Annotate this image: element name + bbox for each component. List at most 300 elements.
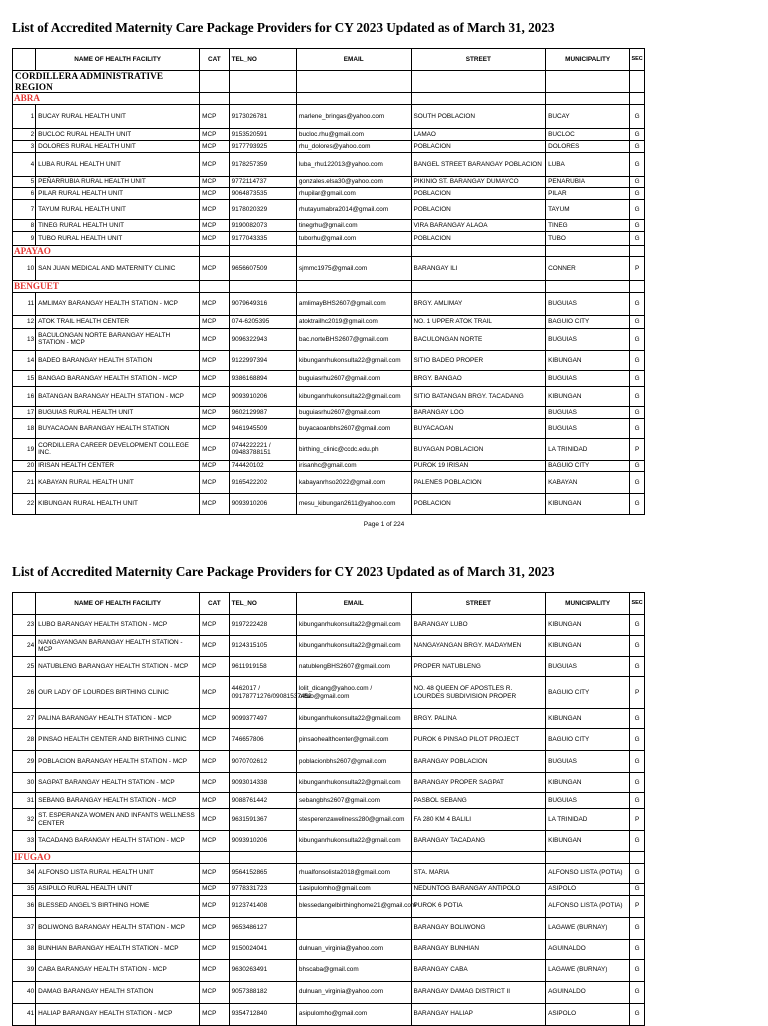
row-number: 21 [13, 471, 36, 493]
table-row [13, 460, 645, 471]
empty-cell [546, 281, 630, 293]
column-header-email: EMAIL [296, 593, 411, 615]
municipality: BUGUIAS [546, 328, 630, 350]
row-number: 29 [13, 751, 36, 773]
row-number: 28 [13, 729, 36, 751]
street-address: BANGEL STREET BARANGAY POBLACION [411, 152, 546, 176]
category: MCP [200, 917, 229, 939]
column-header-email: EMAIL [296, 49, 411, 71]
municipality: TAYUM [546, 199, 630, 219]
telephone-number: 9064873535 [229, 187, 296, 199]
category: MCP [200, 140, 229, 152]
table-row [13, 493, 645, 514]
sector: G [630, 350, 645, 370]
sector: G [630, 140, 645, 152]
category: MCP [200, 883, 229, 895]
column-header-name: NAME OF HEALTH FACILITY [36, 49, 200, 71]
province-header-row [13, 281, 645, 293]
telephone-number: 9178257359 [229, 152, 296, 176]
sector: G [630, 231, 645, 245]
telephone-number: 9070702612 [229, 751, 296, 773]
municipality: BUCLOC [546, 128, 630, 140]
column-header-tel: TEL_NO [229, 49, 296, 71]
street-address: SOUTH POBLACION [411, 104, 546, 128]
email-address: rhupilar@gmail.com [296, 187, 411, 199]
telephone-number: 9124315105 [229, 636, 296, 657]
row-number: 38 [13, 939, 36, 959]
street-address: NO. 1 UPPER ATOK TRAIL [411, 315, 546, 328]
category: MCP [200, 315, 229, 328]
sector: G [630, 917, 645, 939]
row-number: 19 [13, 438, 36, 460]
row-number: 6 [13, 187, 36, 199]
sector: G [630, 386, 645, 406]
street-address: LAMAO [411, 128, 546, 140]
email-address: kibunganrhukonsulta22@gmail.com [296, 709, 411, 729]
category: MCP [200, 493, 229, 514]
municipality: KIBUNGAN [546, 636, 630, 657]
table-row [13, 370, 645, 386]
municipality: BUGUIAS [546, 418, 630, 438]
municipality: BAGUIO CITY [546, 729, 630, 751]
street-address: BARANGAY PROPER SAGPAT [411, 773, 546, 793]
column-header-sec: SEC [630, 593, 645, 615]
facility-name: IRISAN HEALTH CENTER [36, 460, 200, 471]
table-row [13, 328, 645, 350]
facility-name: POBLACION BARANGAY HEALTH STATION - MCP [36, 751, 200, 773]
category: MCP [200, 128, 229, 140]
table-row [13, 959, 645, 981]
telephone-number: 9386168894 [229, 370, 296, 386]
row-number: 14 [13, 350, 36, 370]
table-row [13, 471, 645, 493]
facility-name: SAN JUAN MEDICAL AND MATERNITY CLINIC [36, 257, 200, 281]
facility-name: BLESSED ANGEL'S BIRTHING HOME [36, 895, 200, 917]
category: MCP [200, 152, 229, 176]
table-row [13, 152, 645, 176]
email-address: dulnuan_virginia@yahoo.com [296, 981, 411, 1003]
municipality: ALFONSO LISTA (POTIA) [546, 863, 630, 883]
category: MCP [200, 636, 229, 657]
empty-cell [200, 93, 229, 105]
municipality: KIBUNGAN [546, 493, 630, 514]
category: MCP [200, 471, 229, 493]
facility-name: SAGPAT BARANGAY HEALTH STATION - MCP [36, 773, 200, 793]
street-address: POBLACION [411, 140, 546, 152]
sector: G [630, 199, 645, 219]
email-address: tuborhu@gmail.com [296, 231, 411, 245]
table-row [13, 176, 645, 187]
facility-name: BUYACAOAN BARANGAY HEALTH STATION [36, 418, 200, 438]
municipality: CONNER [546, 257, 630, 281]
telephone-number: 9772114737 [229, 176, 296, 187]
table-row [13, 883, 645, 895]
category: MCP [200, 176, 229, 187]
page-title: List of Accredited Maternity Care Package Providers for CY 2023 Updated as of March 31, 2023 [12, 20, 555, 35]
table-header-row [13, 49, 645, 71]
region-header-row [13, 71, 645, 93]
email-address: mesu_kibungan2611@yahoo.com [296, 493, 411, 514]
email-address: lolit_dicang@yahoo.com / ollbio@gmail.com [296, 677, 411, 709]
category: MCP [200, 386, 229, 406]
municipality: BUGUIAS [546, 657, 630, 677]
street-address: PUROK 6 POTIA [411, 895, 546, 917]
table-row [13, 231, 645, 245]
email-address: sebangbhs2607@gmail.com [296, 793, 411, 809]
email-address: kibunganrhukonsulta22@gmail.com [296, 636, 411, 657]
row-number: 35 [13, 883, 36, 895]
telephone-number: 9165422202 [229, 471, 296, 493]
municipality: LA TRINIDAD [546, 438, 630, 460]
municipality: LA TRINIDAD [546, 809, 630, 831]
empty-cell [546, 852, 630, 864]
municipality: KIBUNGAN [546, 773, 630, 793]
table-row [13, 128, 645, 140]
sector: G [630, 773, 645, 793]
row-number: 24 [13, 636, 36, 657]
table-header-row [13, 593, 645, 615]
province-name: IFUGAO [13, 852, 200, 864]
street-address: BARANGAY LUBO [411, 615, 546, 636]
facility-name: PILAR RURAL HEALTH UNIT [36, 187, 200, 199]
sector: G [630, 219, 645, 231]
email-address: buguiasrhu2607@gmail.com [296, 406, 411, 418]
municipality: AGUINALDO [546, 939, 630, 959]
table-row [13, 709, 645, 729]
email-address: luba_rhu122013@yahoo.com [296, 152, 411, 176]
category: MCP [200, 981, 229, 1003]
empty-cell [229, 245, 296, 257]
region-name: CORDILLERA ADMINISTRATIVE REGION [13, 71, 200, 93]
table-row [13, 418, 645, 438]
category: MCP [200, 677, 229, 709]
table-row [13, 981, 645, 1003]
municipality: LUBA [546, 152, 630, 176]
email-address: natublengBHS2607@gmail.com [296, 657, 411, 677]
sector: G [630, 793, 645, 809]
row-number: 27 [13, 709, 36, 729]
facility-name: KABAYAN RURAL HEALTH UNIT [36, 471, 200, 493]
municipality: BAGUIO CITY [546, 460, 630, 471]
municipality: PILAR [546, 187, 630, 199]
telephone-number: 9778331723 [229, 883, 296, 895]
table-row [13, 140, 645, 152]
street-address: PUROK 6 PINSAO PILOT PROJECT [411, 729, 546, 751]
sector: G [630, 493, 645, 514]
table-row [13, 350, 645, 370]
category: MCP [200, 709, 229, 729]
email-address: buguiasrhu2607@gmail.com [296, 370, 411, 386]
category: MCP [200, 418, 229, 438]
telephone-number: 9354712840 [229, 1003, 296, 1025]
facility-name: SEBANG BARANGAY HEALTH STATION - MCP [36, 793, 200, 809]
row-number: 20 [13, 460, 36, 471]
providers-table [12, 48, 645, 515]
row-number: 2 [13, 128, 36, 140]
telephone-number: 744420102 [229, 460, 296, 471]
category: MCP [200, 863, 229, 883]
municipality: BUGUIAS [546, 292, 630, 315]
table-row [13, 793, 645, 809]
street-address: BARANGAY CABA [411, 959, 546, 981]
row-number: 30 [13, 773, 36, 793]
row-number: 10 [13, 257, 36, 281]
category: MCP [200, 809, 229, 831]
email-address: atoktrailhc2019@gmail.com [296, 315, 411, 328]
table-row [13, 636, 645, 657]
municipality: BUGUIAS [546, 793, 630, 809]
telephone-number: 9611919158 [229, 657, 296, 677]
table-row [13, 1003, 645, 1025]
municipality: TUBO [546, 231, 630, 245]
sector: G [630, 370, 645, 386]
table-row [13, 292, 645, 315]
row-number: 13 [13, 328, 36, 350]
empty-cell [229, 93, 296, 105]
empty-cell [630, 852, 645, 864]
email-address: dulnuan_virginia@yahoo.com [296, 939, 411, 959]
category: MCP [200, 104, 229, 128]
empty-cell [296, 93, 411, 105]
empty-cell [411, 93, 546, 105]
municipality: KIBUNGAN [546, 386, 630, 406]
table-row [13, 895, 645, 917]
sector: G [630, 863, 645, 883]
row-number: 36 [13, 895, 36, 917]
telephone-number: 9093014338 [229, 773, 296, 793]
table-row [13, 406, 645, 418]
row-number: 8 [13, 219, 36, 231]
facility-name: TINEG RURAL HEALTH UNIT [36, 219, 200, 231]
facility-name: OUR LADY OF LOURDES BIRTHING CLINIC [36, 677, 200, 709]
email-address: rhu_dolores@yahoo.com [296, 140, 411, 152]
street-address: POBLACION [411, 231, 546, 245]
street-address: BARANGAY DAMAG DISTRICT II [411, 981, 546, 1003]
municipality: DOLORES [546, 140, 630, 152]
empty-cell [296, 281, 411, 293]
street-address: NANGAYANGAN BRGY. MADAYMEN [411, 636, 546, 657]
column-header-street: STREET [411, 593, 546, 615]
telephone-number: 4462017 / 09178771276/09081537452 [229, 677, 296, 709]
row-number: 18 [13, 418, 36, 438]
table-row [13, 438, 645, 460]
telephone-number: 9123741408 [229, 895, 296, 917]
category: MCP [200, 959, 229, 981]
email-address: amlimayBHS2607@gmail.com [296, 292, 411, 315]
column-header-number [13, 593, 36, 615]
street-address: BRGY. AMLIMAY [411, 292, 546, 315]
municipality: BAGUIO CITY [546, 315, 630, 328]
facility-name: BOLIWONG BARANGAY HEALTH STATION - MCP [36, 917, 200, 939]
empty-cell [546, 245, 630, 257]
sector: G [630, 615, 645, 636]
column-header-municipality: MUNICIPALITY [546, 49, 630, 71]
sector: P [630, 257, 645, 281]
empty-cell [229, 71, 296, 93]
empty-cell [411, 71, 546, 93]
telephone-number: 9079649316 [229, 292, 296, 315]
telephone-number: 9602129987 [229, 406, 296, 418]
street-address: VIRA BARANGAY ALAOA [411, 219, 546, 231]
sector: G [630, 831, 645, 852]
telephone-number: 9122997394 [229, 350, 296, 370]
empty-cell [200, 852, 229, 864]
empty-cell [630, 281, 645, 293]
telephone-number: 9099377497 [229, 709, 296, 729]
telephone-number: 074-6205395 [229, 315, 296, 328]
empty-cell [229, 281, 296, 293]
telephone-number: 9656607509 [229, 257, 296, 281]
street-address: BARANGAY TACADANG [411, 831, 546, 852]
email-address: gonzales.elsa30@yahoo.com [296, 176, 411, 187]
table-row [13, 917, 645, 939]
empty-cell [630, 71, 645, 93]
sector: G [630, 729, 645, 751]
row-number: 41 [13, 1003, 36, 1025]
email-address: tinegrhu@gmail.com [296, 219, 411, 231]
street-address: BARANGAY POBLACION [411, 751, 546, 773]
telephone-number: 9197222428 [229, 615, 296, 636]
street-address: NO. 48 QUEEN OF APOSTLES R. LOURDES SUBDIVISION PROPER [411, 677, 546, 709]
row-number: 25 [13, 657, 36, 677]
category: MCP [200, 1003, 229, 1025]
municipality: LAGAWE (BURNAY) [546, 917, 630, 939]
table-row [13, 729, 645, 751]
empty-cell [296, 71, 411, 93]
table-row [13, 386, 645, 406]
street-address: POBLACION [411, 493, 546, 514]
table-body [13, 615, 645, 1026]
row-number: 5 [13, 176, 36, 187]
facility-name: ST. ESPERANZA WOMEN AND INFANTS WELLNESS CENTER [36, 809, 200, 831]
sector: G [630, 176, 645, 187]
email-address: asipulomho@gmail.com [296, 1003, 411, 1025]
street-address: FA 280 KM 4 BALILI [411, 809, 546, 831]
facility-name: LUBO BARANGAY HEALTH STATION - MCP [36, 615, 200, 636]
street-address: SITIO BATANGAN BRGY. TACADANG [411, 386, 546, 406]
street-address: BACULONGAN NORTE [411, 328, 546, 350]
table-row [13, 809, 645, 831]
telephone-number: 9093910206 [229, 386, 296, 406]
facility-name: NANGAYANGAN BARANGAY HEALTH STATION - MCP [36, 636, 200, 657]
row-number: 15 [13, 370, 36, 386]
category: MCP [200, 939, 229, 959]
telephone-number: 9088761442 [229, 793, 296, 809]
row-number: 9 [13, 231, 36, 245]
empty-cell [546, 71, 630, 93]
table-row [13, 315, 645, 328]
telephone-number: 9653486127 [229, 917, 296, 939]
row-number: 32 [13, 809, 36, 831]
sector: G [630, 187, 645, 199]
street-address: STA. MARIA [411, 863, 546, 883]
email-address: blessedangelbirthinghome21@gmail.com [296, 895, 411, 917]
email-address: rhualfonsolista2018@gmail.com [296, 863, 411, 883]
street-address: BARANGAY HALIAP [411, 1003, 546, 1025]
sector: P [630, 809, 645, 831]
providers-table [12, 592, 645, 1026]
category: MCP [200, 751, 229, 773]
facility-name: DAMAG BARANGAY HEALTH STATION [36, 981, 200, 1003]
row-number: 26 [13, 677, 36, 709]
row-number: 7 [13, 199, 36, 219]
street-address: BARANGAY ILI [411, 257, 546, 281]
sector: G [630, 939, 645, 959]
facility-name: DOLORES RURAL HEALTH UNIT [36, 140, 200, 152]
sector: G [630, 709, 645, 729]
table-body [13, 71, 645, 515]
telephone-number: 9150024041 [229, 939, 296, 959]
sector: G [630, 418, 645, 438]
category: MCP [200, 895, 229, 917]
facility-name: CABA BARANGAY HEALTH STATION - MCP [36, 959, 200, 981]
sector: P [630, 895, 645, 917]
municipality: BUCAY [546, 104, 630, 128]
telephone-number: 9177043335 [229, 231, 296, 245]
empty-cell [546, 93, 630, 105]
empty-cell [296, 852, 411, 864]
category: MCP [200, 615, 229, 636]
empty-cell [630, 245, 645, 257]
municipality: PENARUBIA [546, 176, 630, 187]
street-address: POBLACION [411, 187, 546, 199]
category: MCP [200, 187, 229, 199]
facility-name: BUCLOC RURAL HEALTH UNIT [36, 128, 200, 140]
street-address: PASBOL SEBANG [411, 793, 546, 809]
province-name: ABRA [13, 93, 200, 105]
telephone-number: 9093910206 [229, 831, 296, 852]
facility-name: TACADANG BARANGAY HEALTH STATION - MCP [36, 831, 200, 852]
facility-name: BACULONGAN NORTE BARANGAY HEALTH STATION - MCP [36, 328, 200, 350]
municipality: KIBUNGAN [546, 831, 630, 852]
telephone-number: 9631591367 [229, 809, 296, 831]
municipality: KIBUNGAN [546, 709, 630, 729]
sector: G [630, 636, 645, 657]
category: MCP [200, 406, 229, 418]
facility-name: AMLIMAY BARANGAY HEALTH STATION - MCP [36, 292, 200, 315]
row-number: 23 [13, 615, 36, 636]
street-address: BUYACAOAN [411, 418, 546, 438]
empty-cell [200, 245, 229, 257]
municipality: ASIPOLO [546, 883, 630, 895]
telephone-number: 9461945509 [229, 418, 296, 438]
category: MCP [200, 460, 229, 471]
page-number: Page 1 of 224 [363, 521, 405, 528]
category: MCP [200, 370, 229, 386]
row-number: 11 [13, 292, 36, 315]
table-row [13, 677, 645, 709]
municipality: TINEG [546, 219, 630, 231]
street-address: PIKINIO ST. BARANGAY DUMAYCO [411, 176, 546, 187]
empty-cell [411, 281, 546, 293]
table-row [13, 187, 645, 199]
category: MCP [200, 219, 229, 231]
table-row [13, 219, 645, 231]
street-address: BRGY. PALINA [411, 709, 546, 729]
table-row [13, 831, 645, 852]
municipality: BAGUIO CITY [546, 677, 630, 709]
telephone-number: 9093910206 [229, 493, 296, 514]
row-number: 4 [13, 152, 36, 176]
sector: G [630, 460, 645, 471]
empty-cell [296, 245, 411, 257]
category: MCP [200, 729, 229, 751]
email-address: birthing_clinic@ccdc.edu.ph [296, 438, 411, 460]
sector: G [630, 406, 645, 418]
category: MCP [200, 438, 229, 460]
table-row [13, 773, 645, 793]
table-row [13, 939, 645, 959]
